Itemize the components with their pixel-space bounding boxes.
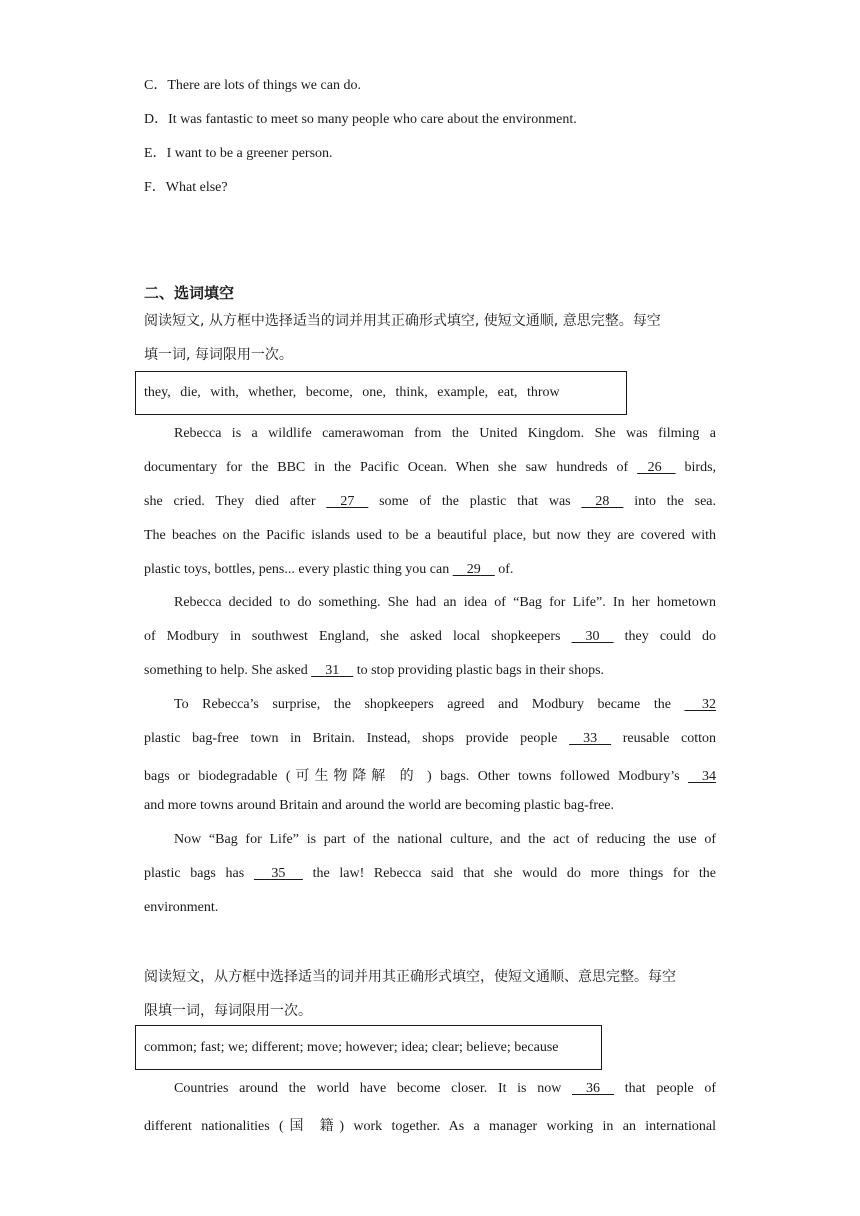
blank-34[interactable]: 34 xyxy=(702,769,716,784)
option-d xyxy=(144,108,577,128)
passage1-line: Rebecca is a wildlife camerawoman from the United Kingdom. She was filming a xyxy=(174,426,716,441)
passage1-line: The beaches on the Pacific islands used to be a beautiful place, but now they are covered with xyxy=(144,528,716,543)
passage2-instruction-line1: 阅读短文，从方框中选择适当的词并用其正确形式填空，使短文通顺、意思完整。每空 xyxy=(144,969,676,985)
passage1-line: plastic toys, bottles, pens... every plastic thing you can 29 of. xyxy=(144,562,514,577)
blank-32[interactable]: 32 xyxy=(702,697,716,712)
word-box-text: common; fast; we; different; move; however; idea; clear; believe; because xyxy=(144,1039,559,1055)
word-box-1 xyxy=(135,371,627,415)
option-text: I want to be a greener person. xyxy=(166,146,333,161)
blank-29[interactable]: 29 xyxy=(466,562,481,577)
blank-36[interactable]: 36 xyxy=(586,1081,600,1096)
passage1-instruction-line1: 阅读短文, 从方框中选择适当的词并用其正确形式填空, 使短文通顺, 意思完整。每空 xyxy=(144,313,661,329)
passage1-line: Rebecca decided to do something. She had an idea of “Bag for Life”. In her hometown xyxy=(174,595,716,610)
passage1-line: plastic bag-free town in Britain. Instead, shops provide people 33 reusable cotton xyxy=(144,731,717,746)
passage1-line: plastic bags has 35 the law! Rebecca said that she would do more things for the xyxy=(144,866,717,881)
blank-35[interactable]: 35 xyxy=(271,866,286,881)
option-letter: F． xyxy=(144,180,166,195)
option-f xyxy=(144,176,228,196)
passage2-line: different nationalities (国 籍) work together. As a manager working in an international xyxy=(144,1118,717,1134)
passage1-instruction-line2: 填一词, 每词限用一次。 xyxy=(144,347,293,363)
passage1-line: something to help. She asked 31 to stop providing plastic bags in their shops. xyxy=(144,663,605,678)
option-letter: E． xyxy=(144,146,167,161)
blank-30[interactable]: 30 xyxy=(585,629,600,644)
passage1-line: To Rebecca’s surprise, the shopkeepers agreed and Modbury became the 32 xyxy=(174,697,716,712)
passage1-line: Now “Bag for Life” is part of the national culture, and the act of reducing the use of xyxy=(174,832,716,847)
word-box-text: they, die, with, whether, become, one, think, example, eat, throw xyxy=(144,385,560,400)
blank-28[interactable]: 28 xyxy=(595,494,610,509)
option-letter: D． xyxy=(144,112,169,127)
passage2-instruction-line2: 限填一词，每词限用一次。 xyxy=(144,1003,312,1019)
option-text: There are lots of things we can do. xyxy=(167,78,361,93)
passage2-line: Countries around the world have become closer. It is now 36 that people of xyxy=(174,1081,717,1096)
option-text: It was fantastic to meet so many people who care about the environment. xyxy=(168,112,577,127)
blank-27[interactable]: 27 xyxy=(340,494,355,509)
passage1-line: documentary for the BBC in the Pacific Ocean. When she saw hundreds of 26 birds, xyxy=(144,460,717,475)
blank-33[interactable]: 33 xyxy=(583,731,598,746)
passage1-line: environment. xyxy=(144,900,219,915)
option-text: What else? xyxy=(165,180,228,195)
blank-31[interactable]: 31 xyxy=(325,663,340,678)
option-letter: C． xyxy=(144,78,168,93)
passage1-line: and more towns around Britain and around the world are becoming plastic bag-free. xyxy=(144,798,615,813)
passage1-line: she cried. They died after 27 some of the plastic that was 28 into the sea. xyxy=(144,494,717,509)
blank-26[interactable]: 26 xyxy=(647,460,662,475)
passage1-line: of Modbury in southwest England, she asked local shopkeepers 30 they could do xyxy=(144,629,717,644)
word-box-2 xyxy=(135,1025,602,1070)
section-heading: 二、选词填空 xyxy=(144,284,235,302)
passage1-line: bags or biodegradable (可生物降解 的 ) bags. Other towns followed Modbury’s 34 xyxy=(144,768,716,784)
option-c xyxy=(144,74,361,94)
option-e xyxy=(144,142,333,162)
